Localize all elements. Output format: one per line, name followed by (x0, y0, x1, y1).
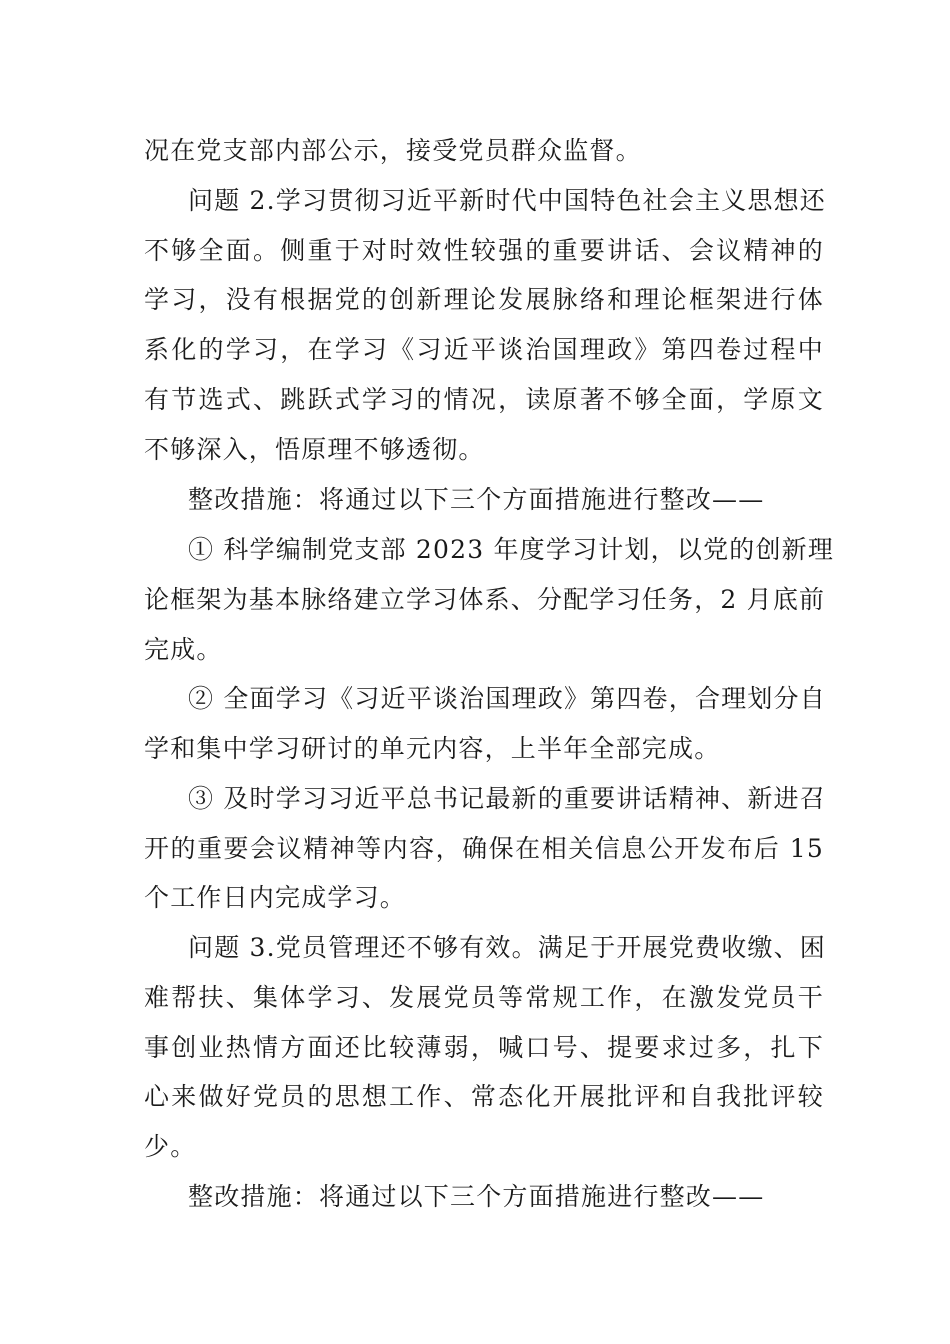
text-line: 个工作日内完成学习。 (144, 883, 407, 912)
text-line: 问题 2.学习贯彻习近平新时代中国特色社会主义思想还 (188, 186, 827, 215)
text-line: 学习，没有根据党的创新理论发展脉络和理论框架进行体 (144, 285, 824, 314)
text-line: 论框架为基本脉络建立学习体系、分配学习任务，2 月底前 (144, 585, 826, 614)
text-line: 不够全面。侧重于对时效性较强的重要讲话、会议精神的 (144, 236, 824, 265)
text-line: 况在党支部内部公示，接受党员群众监督。 (144, 136, 642, 165)
text-line: ② 全面学习《习近平谈治国理政》第四卷，合理划分自 (188, 684, 826, 713)
text-line: 少。 (144, 1132, 197, 1161)
text-line: 事创业热情方面还比较薄弱，喊口号、提要求过多，扎下 (144, 1033, 824, 1062)
text-line: 系化的学习，在学习《习近平谈治国理政》第四卷过程中 (144, 335, 824, 364)
text-line: 有节选式、跳跃式学习的情况，读原著不够全面，学原文 (144, 385, 824, 414)
text-line: 完成。 (144, 635, 223, 664)
text-line: ③ 及时学习习近平总书记最新的重要讲话精神、新进召 (188, 784, 826, 813)
text-line: ① 科学编制党支部 2023 年度学习计划，以党的创新理 (188, 535, 835, 564)
text-line: 开的重要会议精神等内容，确保在相关信息公开发布后 15 (144, 834, 824, 863)
text-line: 整改措施：将通过以下三个方面措施进行整改—— (188, 485, 765, 514)
text-line: 不够深入，悟原理不够透彻。 (144, 435, 485, 464)
text-line: 问题 3.党员管理还不够有效。满足于开展党费收缴、困 (188, 933, 827, 962)
text-line: 学和集中学习研讨的单元内容，上半年全部完成。 (144, 734, 721, 763)
text-line: 难帮扶、集体学习、发展党员等常规工作，在激发党员干 (144, 983, 824, 1012)
text-line: 心来做好党员的思想工作、常态化开展批评和自我批评较 (144, 1082, 824, 1111)
text-line: 整改措施：将通过以下三个方面措施进行整改—— (188, 1182, 765, 1211)
